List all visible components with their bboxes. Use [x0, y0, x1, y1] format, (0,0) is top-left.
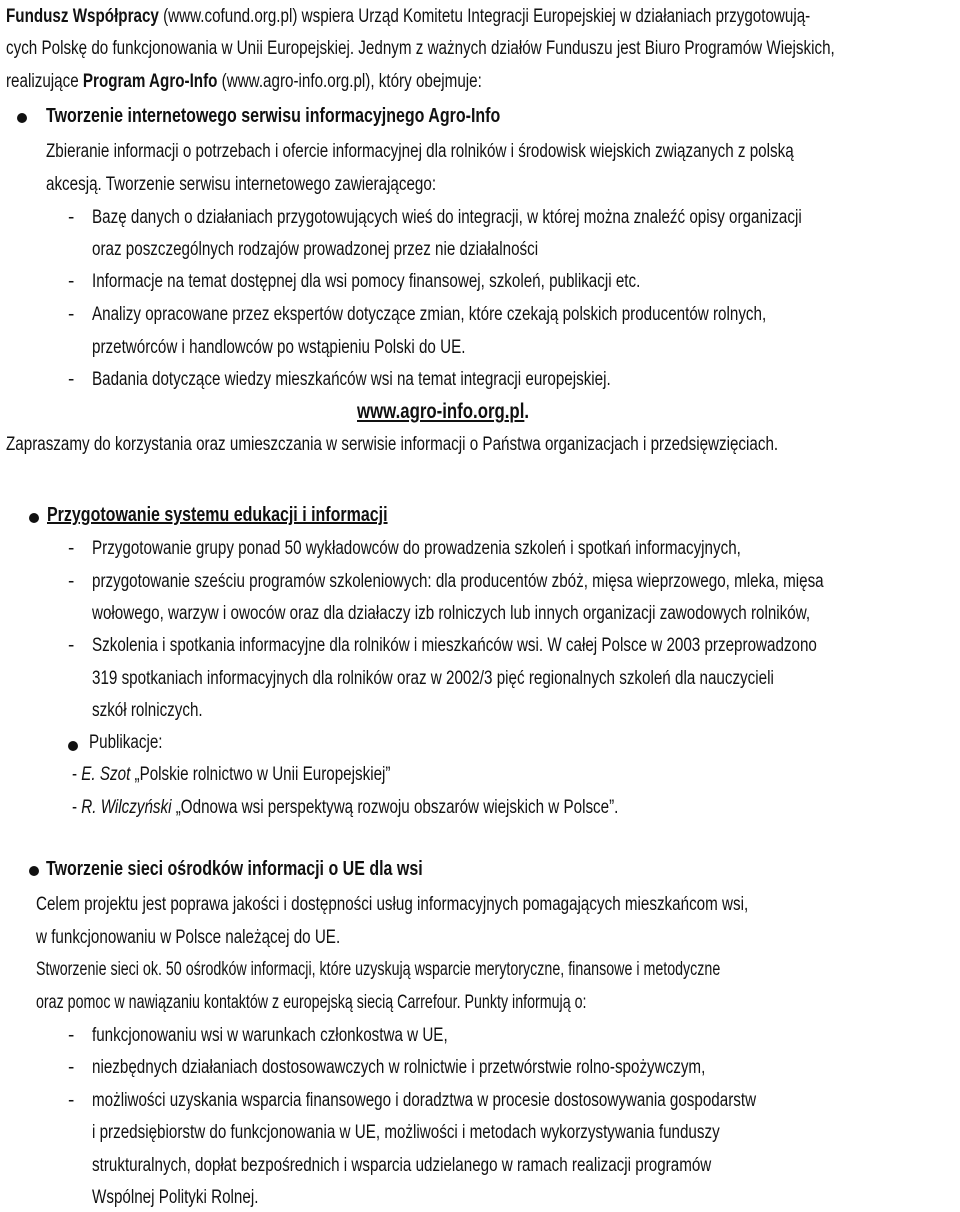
publication-title: „Odnowa wsi perspektywą rozwoju obszarów wiejskich w Polsce”.: [171, 797, 619, 818]
publication-title: „Polskie rolnictwo w Unii Europejskiej”: [130, 764, 391, 785]
section-heading-education: [47, 503, 388, 527]
list-dash: -: [68, 1025, 75, 1046]
publication-item: [72, 763, 390, 787]
invitation-text: Zapraszamy do korzystania oraz umieszczania w serwisie informacji o Państwa organizacjach i przedsięwzięciach.: [6, 434, 779, 455]
publication-item: [72, 796, 618, 820]
bullet-icon: [29, 513, 39, 523]
list-dash: -: [72, 797, 82, 818]
list-item: możliwości uzyskania wsparcia finansowego i doradztwa w procesie dostosowywania gospodarstw: [92, 1090, 757, 1111]
list-item: przygotowanie sześciu programów szkoleniowych: dla producentów zbóż, mięsa wieprzowego, mleka, mięsa: [92, 571, 824, 592]
list-dash: -: [68, 1057, 75, 1078]
list-dash: -: [68, 571, 75, 592]
list-item: strukturalnych, dopłat bezpośrednich i wsparcia udzielanego w ramach realizacji programów: [92, 1155, 712, 1176]
list-item: i przedsiębiorstw do funkcjonowania w UE, możliwości i metodach wykorzystywania funduszy: [92, 1122, 720, 1143]
list-item: oraz poszczególnych rodzajów prowadzonej przez nie działalności: [92, 239, 539, 260]
list-dash: -: [68, 304, 75, 325]
section-paragraph: Stworzenie sieci ok. 50 ośrodków informacji, które uzyskują wsparcie merytoryczne, finansowe i metodyczne: [36, 959, 721, 980]
intro-line-3: [6, 70, 482, 94]
list-item: Wspólnej Polityki Rolnej.: [92, 1187, 259, 1208]
list-dash: -: [68, 538, 75, 559]
section-heading-eu-centres: Tworzenie sieci ośrodków informacji o UE dla wsi: [46, 858, 423, 880]
list-dash: -: [68, 635, 75, 656]
intro-text: realizujące: [6, 71, 83, 92]
publications-label: Publikacje:: [89, 732, 163, 753]
intro-text: (www.cofund.org.pl) wspiera Urząd Komitetu Integracji Europejskiej w działaniach przygotowują-: [158, 6, 811, 27]
list-item: Przygotowanie grupy ponad 50 wykładowców do prowadzenia szkoleń i spotkań informacyjnych,: [92, 538, 741, 559]
list-item: Analizy opracowane przez ekspertów dotyczące zmian, które czekają polskich producentów rolnych,: [92, 304, 767, 325]
list-item: funkcjonowaniu wsi w warunkach członkostwa w UE,: [92, 1025, 448, 1046]
program-name: Program Agro-Info: [82, 71, 218, 92]
intro-text: (www.agro-info.org.pl), który obejmuje:: [217, 71, 482, 92]
url-dot: .: [524, 400, 530, 423]
section-paragraph: Celem projektu jest poprawa jakości i dostępności usług informacyjnych pomagających mieszkańcom wsi,: [36, 894, 749, 915]
list-item: niezbędnych działaniach dostosowawczych w rolnictwie i przetwórstwie rolno-spożywczym,: [92, 1057, 706, 1078]
section-paragraph: akcesją. Tworzenie serwisu internetowego zawierającego:: [46, 174, 437, 195]
list-item: Informacje na temat dostępnej dla wsi pomocy finansowej, szkoleń, publikacji etc.: [92, 271, 641, 292]
bullet-icon: [29, 866, 39, 876]
list-dash: -: [68, 271, 75, 292]
fund-name: Fundusz Współpracy: [6, 6, 159, 27]
list-dash: -: [72, 764, 82, 785]
list-item: przetwórców i handlowców po wstąpieniu Polski do UE.: [92, 337, 466, 358]
intro-line-2: cych Polskę do funkcjonowania w Unii Europejskiej. Jednym z ważnych działów Funduszu jest Biuro Programów Wiejskich,: [6, 38, 835, 59]
list-item: wołowego, warzyw i owoców oraz dla działaczy izb rolniczych lub innych organizacji zawodowych rolników,: [92, 603, 811, 624]
list-item: Szkolenia i spotkania informacyjne dla rolników i mieszkańców wsi. W całej Polsce w 2003 przeprowadzono: [92, 635, 817, 656]
list-dash: -: [68, 207, 75, 228]
list-item: Badania dotyczące wiedzy mieszkańców wsi na temat integracji europejskiej.: [92, 369, 611, 390]
list-item: szkół rolniczych.: [92, 700, 203, 721]
section-heading-text: Przygotowanie systemu edukacji i informacji: [47, 504, 388, 526]
list-item: Bazę danych o działaniach przygotowujących wieś do integracji, w której można znaleźć opisy organizacji: [92, 207, 802, 228]
list-item: 319 spotkaniach informacyjnych dla rolników oraz w 2002/3 pięć regionalnych szkoleń dla nauczycieli: [92, 668, 774, 689]
publication-author: R. Wilczyński: [81, 797, 172, 818]
bullet-icon: [68, 741, 78, 751]
section-paragraph: Zbieranie informacji o potrzebach i ofercie informacyjnej dla rolników i środowisk wiejskich związanych z polską: [46, 141, 794, 162]
bullet-icon: [17, 113, 27, 123]
section-paragraph: w funkcjonowaniu w Polsce należącej do UE.: [36, 927, 341, 948]
website-link[interactable]: [357, 400, 529, 424]
website-url[interactable]: www.agro-info.org.pl: [357, 400, 525, 423]
list-dash: -: [68, 1090, 75, 1111]
section-paragraph: oraz pomoc w nawiązaniu kontaktów z europejską siecią Carrefour. Punkty informują o:: [36, 992, 587, 1013]
list-dash: -: [68, 369, 75, 390]
section-heading-agro-info: Tworzenie internetowego serwisu informacyjnego Agro-Info: [46, 105, 501, 127]
intro-line-1: [6, 5, 810, 29]
publication-author: E. Szot: [81, 764, 131, 785]
